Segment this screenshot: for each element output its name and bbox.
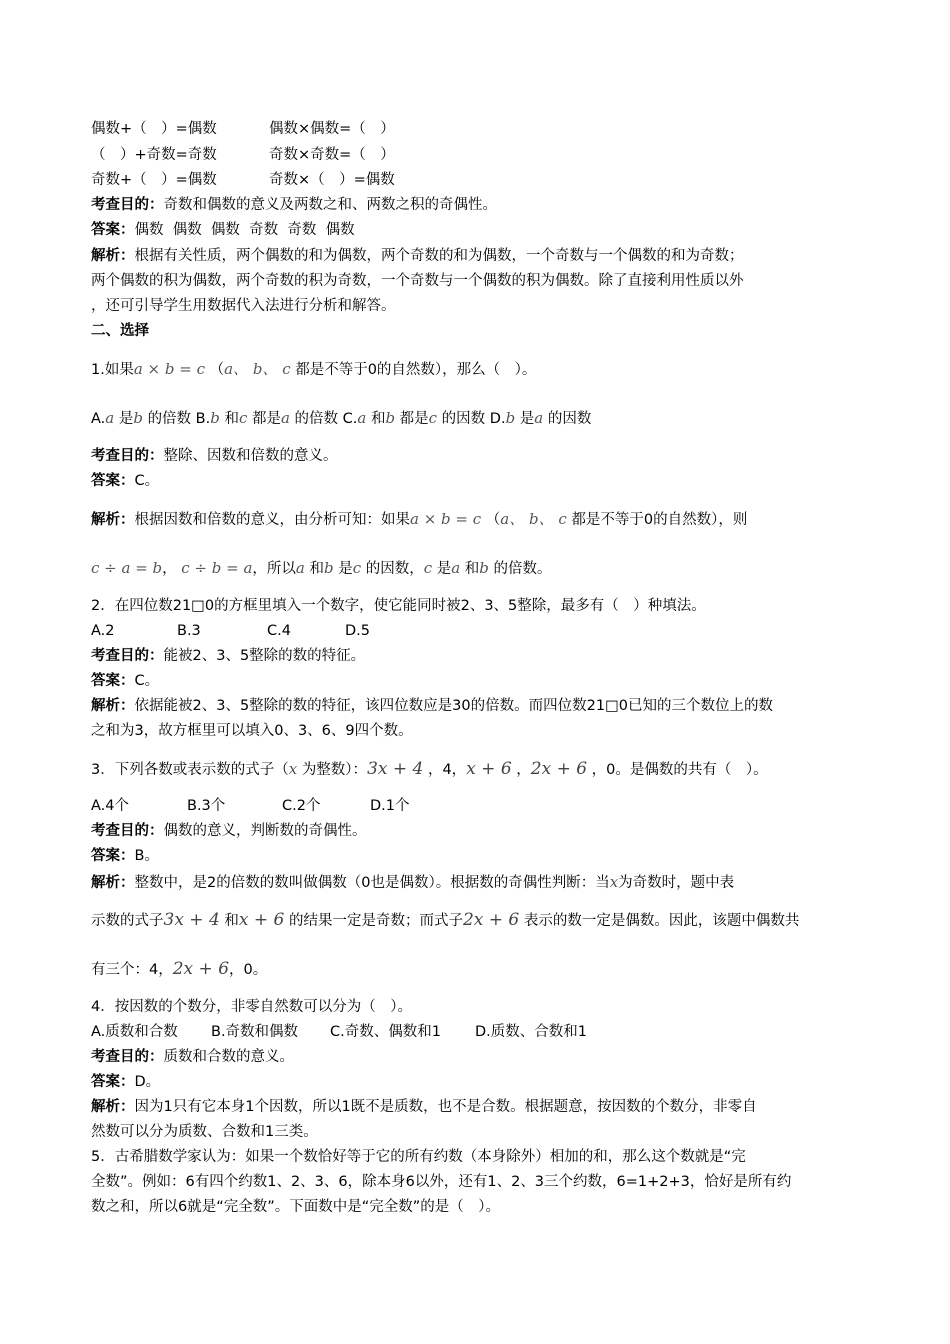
- aim-line: [91, 195, 870, 215]
- fill-item: 偶数×偶数=（ ）: [269, 121, 395, 137]
- text: 和: [309, 561, 324, 577]
- text: ，: [162, 561, 177, 577]
- explanation-label: 解析：: [91, 512, 135, 528]
- option: D.质数、合数和1: [475, 1024, 587, 1040]
- fill-item: 奇数×（ ）=偶数: [269, 172, 395, 188]
- answer-text: B。: [134, 848, 159, 864]
- answer-label: 答案：: [91, 1074, 135, 1090]
- math-var: c: [238, 409, 248, 427]
- question-5-stem: 5．古希腊数学家认为：如果一个数恰好等于它的所有约数（本身除外）相加的和，那么这个数就是“完: [91, 1149, 746, 1165]
- answer-line: [91, 671, 870, 691]
- math-var: x: [288, 760, 298, 778]
- text: 都是: [251, 411, 281, 427]
- answer-text: C。: [134, 473, 160, 489]
- text: 是: [338, 561, 353, 577]
- answer-label: 答案：: [91, 473, 135, 489]
- text: ，4，: [427, 762, 467, 778]
- text: （: [209, 362, 225, 378]
- explanation-line: [91, 910, 870, 931]
- math-formula: 3x + 4: [367, 759, 424, 779]
- math-var: b: [505, 409, 516, 427]
- aim-text: 整除、因数和倍数的意义。: [163, 448, 338, 464]
- fill-item: 奇数+（ ）=偶数: [91, 172, 217, 188]
- text: 示数的式子: [91, 913, 164, 929]
- aim-line: [91, 1047, 870, 1067]
- math-var: a: [105, 409, 115, 427]
- explanation-line: [91, 509, 870, 530]
- text: ，所以: [252, 561, 296, 577]
- math-formula: x + 6: [466, 759, 512, 779]
- answer-line: [91, 471, 870, 491]
- math-formula: 2x + 6: [462, 910, 520, 930]
- answer-line: [91, 1072, 870, 1092]
- text: ，: [516, 762, 531, 778]
- text: 的倍数 B.: [147, 411, 211, 427]
- fill-item: 偶数+（ ）=偶数: [91, 121, 217, 137]
- text: 根据因数和倍数的意义，由分析可知：如果: [134, 512, 410, 528]
- explanation-text: 因为1只有它本身1个因数，所以1既不是质数，也不是合数。根据题意，按因数的个数分，非零自: [134, 1099, 757, 1115]
- fill-row-1: [91, 119, 870, 139]
- math-vars: a、 b、 c: [224, 360, 291, 378]
- math-var: b: [323, 559, 334, 577]
- answer-line: [91, 846, 870, 866]
- text: 的因数: [547, 411, 592, 427]
- text: 都是: [399, 411, 429, 427]
- aim-text: 质数和合数的意义。: [163, 1049, 294, 1065]
- answer-text: 偶数 偶数 偶数 奇数 奇数 偶数: [134, 222, 355, 238]
- math-formula: a × b = c: [133, 360, 205, 378]
- question-5-stem: 数之和，所以6就是“完全数”。下面数中是“完全数”的是（ ）。: [91, 1199, 501, 1215]
- aim-text: 能被2、3、5整除的数的特征。: [163, 648, 366, 664]
- explanation-line: [91, 872, 870, 893]
- text: 和: [464, 561, 480, 577]
- text: 都是不等于0的自然数），则: [571, 512, 748, 528]
- text: 是: [436, 561, 452, 577]
- explanation-label: 解析：: [91, 1099, 135, 1115]
- aim-label: 考查目的：: [91, 448, 164, 464]
- math-var: x: [609, 873, 619, 891]
- text: A.: [91, 411, 106, 427]
- text: 整数中，是2的倍数的数叫做偶数（0也是偶数）。根据数的奇偶性判断：当: [134, 875, 610, 891]
- text: 为整数）：: [301, 762, 368, 778]
- explanation-label: 解析：: [91, 875, 135, 891]
- option: A.4个: [91, 798, 129, 814]
- text: 和: [224, 913, 239, 929]
- explanation-line: [91, 246, 870, 266]
- option: D.5: [345, 623, 370, 639]
- math-var: a: [357, 409, 367, 427]
- option: A.2: [91, 623, 115, 639]
- text: 和: [224, 411, 239, 427]
- math-formula: x + 6: [238, 910, 285, 930]
- text: 的倍数。: [493, 561, 552, 577]
- answer-text: C。: [134, 673, 160, 689]
- math-formula: c ÷ b = a: [181, 559, 253, 577]
- math-var: c: [428, 409, 438, 427]
- text: 是: [118, 411, 134, 427]
- question-4-stem: 4．按因数的个数分，非零自然数可以分为（ ）。: [91, 999, 412, 1015]
- option: B.奇数和偶数: [211, 1024, 299, 1040]
- aim-line: [91, 821, 870, 841]
- text: 的因数 D.: [441, 411, 506, 427]
- math-formula: a × b = c: [410, 510, 482, 528]
- math-formula: c ÷ a = b: [91, 559, 163, 577]
- text: ，0。: [229, 962, 268, 978]
- option: D.1个: [370, 798, 410, 814]
- question-2-stem: 2．在四位数21□0的方框里填入一个数字，使它能同时被2、3、5整除，最多有（ ）种填法。: [91, 598, 706, 614]
- explanation-text: 依据能被2、3、5整除的数的特征，该四位数应是30的倍数。而四位数21□0已知的三个数位上的数: [134, 698, 773, 714]
- aim-label: 考查目的：: [91, 1049, 164, 1065]
- explanation-label: 解析：: [91, 698, 135, 714]
- fill-item: （ ）+奇数=奇数: [91, 147, 217, 163]
- question-1-options: [91, 408, 870, 429]
- option: C.奇数、偶数和1: [330, 1024, 441, 1040]
- explanation-label: 解析：: [91, 248, 135, 264]
- text: 为奇数时，题中表: [618, 875, 735, 891]
- aim-text: 奇数和偶数的意义及两数之和、两数之积的奇偶性。: [163, 197, 497, 213]
- text: 有三个：4，: [91, 962, 173, 978]
- option: C.2个: [282, 798, 321, 814]
- math-formula: 2x + 6: [172, 959, 230, 979]
- text: 都是不等于0的自然数），那么（ ）。: [295, 362, 537, 378]
- option: B.3个: [187, 798, 226, 814]
- explanation-line: [91, 959, 870, 980]
- fill-row-2: [91, 145, 870, 165]
- math-var: c: [423, 559, 433, 577]
- explanation-line: [91, 696, 870, 716]
- aim-label: 考查目的：: [91, 823, 164, 839]
- math-var: a: [295, 559, 305, 577]
- fill-row-3: [91, 170, 870, 190]
- aim-line: [91, 446, 870, 466]
- text: 和: [370, 411, 386, 427]
- answer-label: 答案：: [91, 222, 135, 238]
- text: 的倍数 C.: [294, 411, 358, 427]
- explanation-text: 根据有关性质，两个偶数的和为偶数，两个奇数的和为偶数，一个奇数与一个偶数的和为奇数；: [134, 248, 744, 264]
- option: C.4: [267, 623, 291, 639]
- option: A.质数和合数: [91, 1024, 178, 1040]
- aim-text: 偶数的意义，判断数的奇偶性。: [163, 823, 367, 839]
- text: 1.如果: [91, 362, 134, 378]
- aim-line: [91, 646, 870, 666]
- text: 的因数，: [365, 561, 424, 577]
- explanation-line: ，还可引导学生用数据代入法进行分析和解答。: [91, 298, 396, 314]
- math-var: a: [451, 559, 461, 577]
- option: B.3: [177, 623, 201, 639]
- answer-label: 答案：: [91, 848, 135, 864]
- question-1-stem: [91, 359, 870, 380]
- text: 的结果一定是奇数；而式子: [288, 913, 463, 929]
- explanation-line: [91, 1097, 870, 1117]
- math-formula: 2x + 6: [530, 759, 588, 779]
- explanation-line: 然数可以分为质数、合数和1三类。: [91, 1124, 318, 1140]
- math-formula: 3x + 4: [163, 910, 220, 930]
- answer-text: D。: [134, 1074, 161, 1090]
- math-vars: a、 b、 c: [500, 510, 567, 528]
- text: 是: [519, 411, 535, 427]
- math-var: b: [385, 409, 396, 427]
- text: （: [485, 512, 501, 528]
- question-5-stem: 全数”。例如：6有四个约数1、2、3、6，除本身6以外，还有1、2、3三个约数，6=1+2+3，恰好是所有约: [91, 1174, 792, 1190]
- math-var: c: [352, 559, 362, 577]
- math-var: b: [210, 409, 220, 427]
- text: 3．下列各数或表示数的式子（: [91, 762, 289, 778]
- question-3-stem: [91, 759, 870, 780]
- answer-label: 答案：: [91, 673, 135, 689]
- math-var: b: [133, 409, 143, 427]
- text: ，0。是偶数的共有（ ）。: [591, 762, 768, 778]
- text: 表示的数一定是偶数。因此，该题中偶数共: [523, 913, 800, 929]
- fill-item: 奇数×奇数=（ ）: [269, 147, 395, 163]
- explanation-line: 之和为3，故方框里可以填入0、3、6、9四个数。: [91, 723, 413, 739]
- section-heading: 二、选择: [91, 323, 149, 339]
- math-var: a: [280, 409, 290, 427]
- explanation-line: 两个偶数的积为偶数，两个奇数的积为奇数，一个奇数与一个偶数的积为偶数。除了直接利用性质以外: [91, 273, 744, 289]
- aim-label: 考查目的：: [91, 648, 164, 664]
- explanation-line: [91, 558, 870, 579]
- answer-line: [91, 220, 870, 240]
- aim-label: 考查目的：: [91, 197, 164, 213]
- math-var: a: [534, 409, 544, 427]
- math-var: b: [479, 559, 489, 577]
